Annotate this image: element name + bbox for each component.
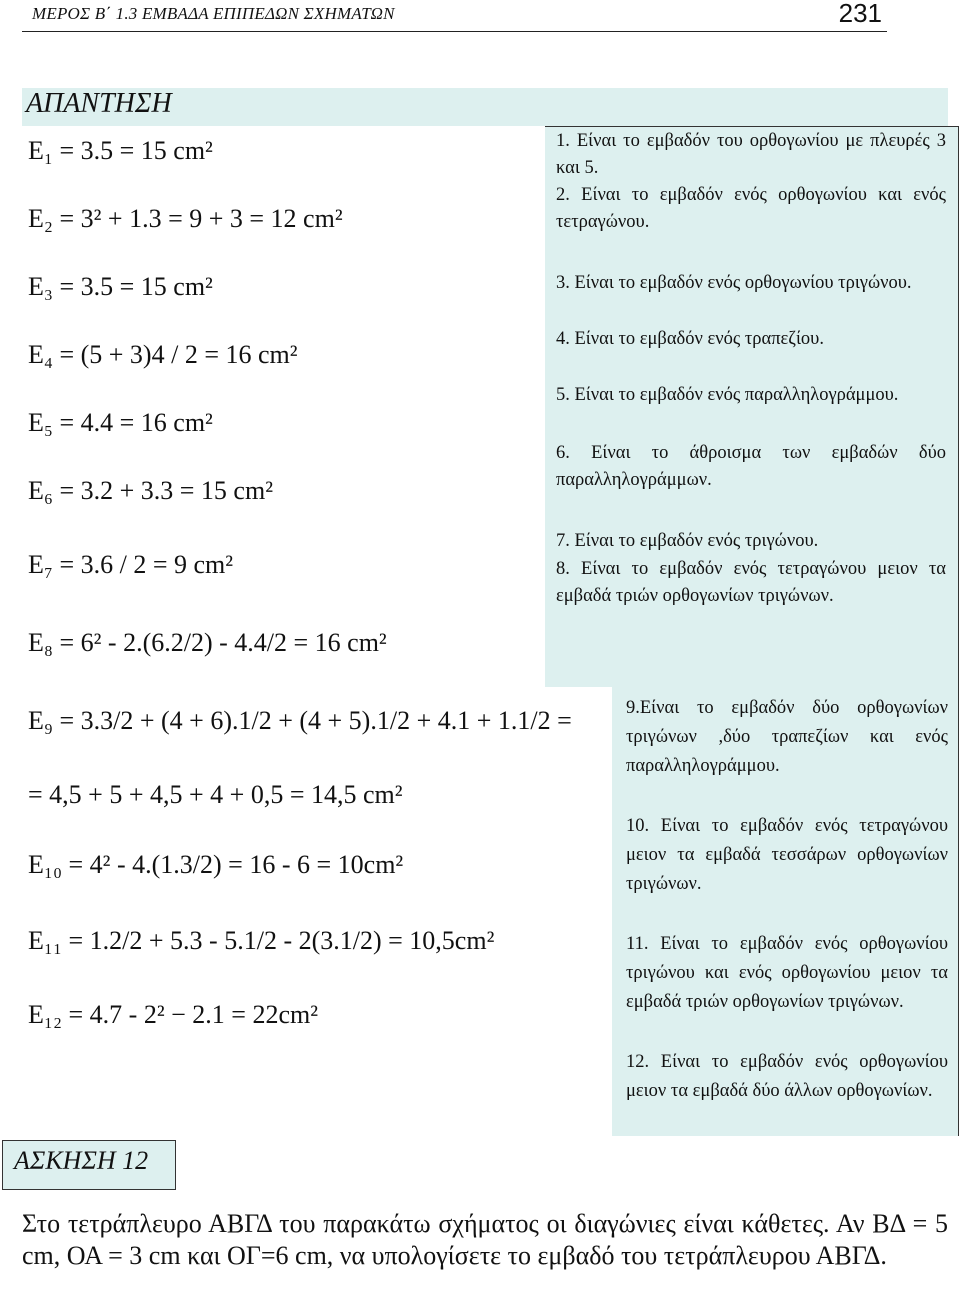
note-7: 7. Είναι το εμβαδόν ενός τριγώνου. bbox=[556, 531, 819, 551]
note-6: 6. Είναι το άθροισμα των εμβαδών δύο παραλληλογράμμων. bbox=[556, 443, 946, 490]
equation-e2: Ε₂ = 3² + 1.3 = 9 + 3 = 12 cm² bbox=[28, 204, 343, 233]
note-11: 11. Είναι το εμβαδόν ενός ορθογωνίου τριγώνου και ενός ορθογωνίου μειον τα εμβαδά τριών ορθογωνίων τριγώνων. bbox=[626, 934, 948, 1012]
note-1: 1. Είναι το εμβαδόν του ορθογωνίου με πλευρές 3 και 5. bbox=[556, 131, 946, 178]
equation-e6: Ε₆ = 3.2 + 3.3 = 15 cm² bbox=[28, 476, 273, 505]
note-4: 4. Είναι το εμβαδόν ενός τραπεζίου. bbox=[556, 329, 824, 349]
page-number: 231 bbox=[838, 0, 882, 28]
equation-e3: Ε₃ = 3.5 = 15 cm² bbox=[28, 272, 213, 301]
equation-e1: Ε₁ = 3.5 = 15 cm² bbox=[28, 136, 213, 165]
note-12: 12. Είναι το εμβαδόν ενός ορθογωνίου μειον τα εμβαδά δύο άλλων ορθογωνίων. bbox=[626, 1052, 948, 1101]
header-divider bbox=[22, 31, 887, 32]
equation-e7: Ε₇ = 3.6 / 2 = 9 cm² bbox=[28, 550, 234, 579]
page-header bbox=[0, 0, 960, 34]
equation-e9-result: = 4,5 + 5 + 4,5 + 4 + 0,5 = 14,5 cm² bbox=[28, 780, 403, 809]
equation-e9: Ε₉ = 3.3/2 + (4 + 6).1/2 + (4 + 5).1/2 + 4.1 + 1.1/2 = bbox=[28, 706, 572, 735]
problem-text: Στο τετράπλευρο ΑΒΓΔ του παρακάτω σχήματος οι διαγώνιες είναι κάθετες. Αν ΒΔ = 5 cm, ΟΑ = 3 cm και ΟΓ=6 cm, να υπολογίσετε το εμβαδό του τετράπλευρου ΑΒΓΔ. bbox=[22, 1209, 948, 1270]
exercise-label: ΑΣΚΗΣΗ 12 bbox=[14, 1146, 149, 1175]
note-10: 10. Είναι το εμβαδόν ενός τετραγώνου μειον τα εμβαδά τεσσάρων ορθογωνίων τριγώνων. bbox=[626, 816, 948, 894]
note-8: 8. Είναι το εμβαδόν ενός τετραγώνου μειον τα εμβαδά τριών ορθογωνίων τριγώνων. bbox=[556, 559, 946, 606]
equation-e5: Ε₅ = 4.4 = 16 cm² bbox=[28, 408, 213, 437]
equation-e10: Ε₁₀ = 4² - 4.(1.3/2) = 16 - 6 = 10cm² bbox=[28, 850, 404, 879]
note-2: 2. Είναι το εμβαδόν ενός ορθογωνίου και ενός τετραγώνου. bbox=[556, 185, 946, 232]
note-3: 3. Είναι το εμβαδόν ενός ορθογωνίου τριγώνου. bbox=[556, 273, 912, 293]
header-title: ΜΕΡΟΣ Β΄ 1.3 ΕΜΒΑΔΑ ΕΠΙΠΕΔΩΝ ΣΧΗΜΑΤΩΝ bbox=[32, 4, 395, 23]
equation-e11: Ε₁₁ = 1.2/2 + 5.3 - 5.1/2 - 2(3.1/2) = 10,5cm² bbox=[28, 926, 495, 955]
note-9: 9.Είναι το εμβαδόν δύο ορθογωνίων τριγώνων ,δύο τραπεζίων και ενός παραλληλογράμμου. bbox=[626, 698, 948, 776]
equation-e4: Ε₄ = (5 + 3)4 / 2 = 16 cm² bbox=[28, 340, 298, 369]
answer-title: ΑΠΑΝΤΗΣΗ bbox=[26, 88, 172, 119]
equation-e12: Ε₁₂ = 4.7 - 2² − 2.1 = 22cm² bbox=[28, 1000, 319, 1029]
note-5: 5. Είναι το εμβαδόν ενός παραλληλογράμμου. bbox=[556, 385, 899, 405]
equation-e8: Ε₈ = 6² - 2.(6.2/2) - 4.4/2 = 16 cm² bbox=[28, 628, 387, 657]
